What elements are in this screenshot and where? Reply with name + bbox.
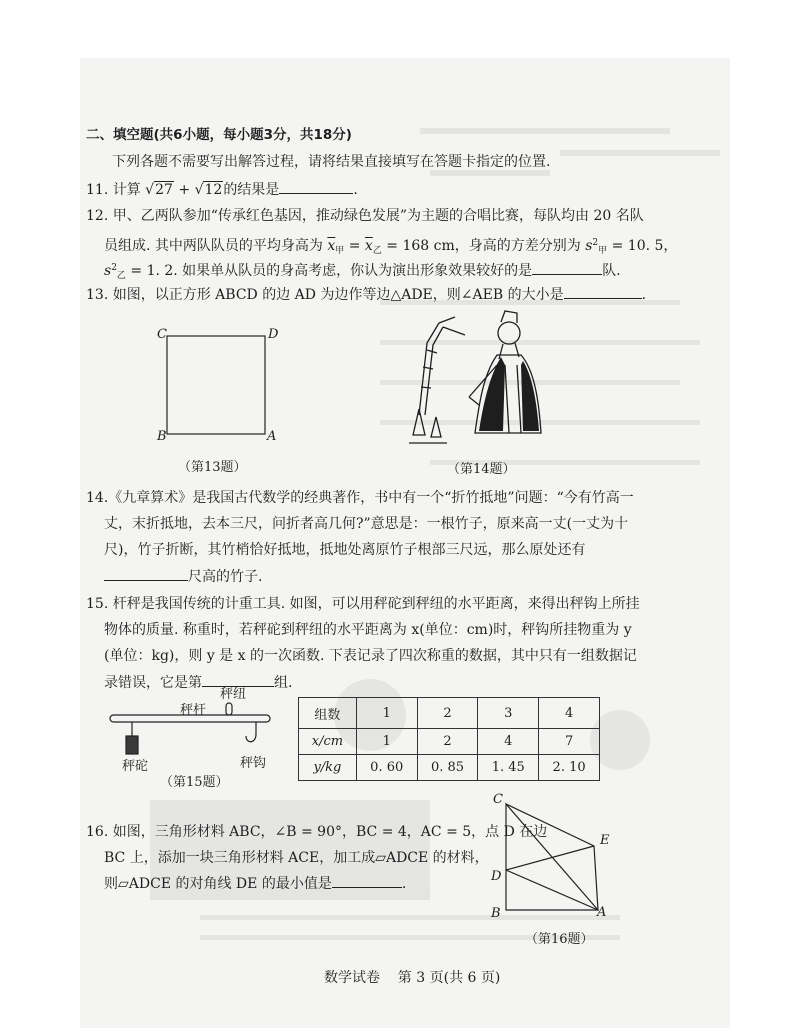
fig16-label-b: B <box>491 906 501 921</box>
question-16-line-1: 16. 如图，三角形材料 ABC，∠B = 90°，BC = 4，AC = 5，点 D 在边 <box>86 824 548 840</box>
table-cell: 组数 <box>299 698 357 729</box>
table-cell: 0. 85 <box>417 755 478 781</box>
fig16-label-c: C <box>493 792 503 807</box>
table-cell: 1 <box>356 729 417 755</box>
question-12-line-3 <box>104 258 621 286</box>
table-cell: 2 <box>417 729 478 755</box>
answer-blank-13 <box>564 284 642 299</box>
mean-x-jia: $\overline{x}$ <box>327 238 336 254</box>
fig16-label-a: A <box>597 905 607 920</box>
table-cell: 3 <box>478 698 539 729</box>
q11-radicand-2: 12 <box>204 182 223 198</box>
question-14-line-3: 尺)，竹子折断，其竹梢恰好抵地，抵地处离原竹子根部三尺远，那么原处还有 <box>104 542 586 558</box>
sub-yi: 乙 <box>372 246 382 256</box>
q12-eq: = <box>344 238 365 254</box>
sup-2: 2 <box>592 238 599 248</box>
question-14-line-1: 14.《九章算术》是我国古代数学的经典著作，书中有一个“折竹抵地”问题：“今有竹高一 <box>86 490 634 506</box>
answer-blank-14 <box>104 566 188 581</box>
q11-radicand-1: 27 <box>155 182 173 198</box>
table-cell: y/kg <box>299 755 357 781</box>
section-instruction: 下列各题不需要写出解答过程，请将结果直接填写在答题卡指定的位置. <box>112 154 551 170</box>
sup-2-yi: 2 <box>111 263 117 273</box>
label-gan: 秤杆 <box>180 703 207 718</box>
sqrt-symbol: √ <box>145 182 155 198</box>
variance-s-jia: s <box>585 238 593 254</box>
question-15-line-3: (单位：kg)，则 y 是 x 的一次函数. 下表记录了四次称重的数据，其中只有一组数据记 <box>104 648 637 664</box>
q16-end: . <box>401 876 407 892</box>
question-12-line-1: 12. 甲、乙两队参加“传承红色基因，推动绿色发展”为主题的合唱比赛，每队均由 20 名队 <box>86 208 644 224</box>
weighing-table <box>298 697 600 781</box>
question-15-line-1: 15. 杆秤是我国传统的计重工具. 如图，可以用秤砣到秤纽的水平距离，来得出秤钩上所挂 <box>86 596 640 612</box>
question-16-line-2: BC 上，添加一块三角形材料 ACE，加工成▱ADCE 的材料， <box>104 850 489 866</box>
fig14-caption: （第14题） <box>447 462 516 477</box>
table-cell: 1 <box>356 698 417 729</box>
variance-s-yi: s <box>104 263 112 279</box>
question-15-line-2: 物体的质量. 称重时，若秤砣到秤纽的水平距离为 x(单位：cm)时，秤钩所挂物重为 y <box>104 622 632 638</box>
fig13-label-d: D <box>268 327 279 342</box>
fig16-label-d: D <box>491 869 502 884</box>
fig13-caption: （第13题） <box>178 460 247 475</box>
table-cell: 4 <box>539 698 600 729</box>
sqrt-symbol: √ <box>194 182 204 198</box>
label-tuo: 秤砣 <box>122 759 149 774</box>
q14-end: 尺高的竹子. <box>188 569 263 585</box>
fig13-label-a: A <box>267 429 277 444</box>
section-heading: 二、填空题(共6小题，每小题3分，共18分) <box>86 127 352 143</box>
answer-blank-11 <box>279 179 353 194</box>
q12-text-a: 员组成. 其中两队队员的平均身高为 <box>104 238 323 254</box>
label-niu: 秤纽 <box>220 687 247 702</box>
question-14-line-2: 丈，末折抵地，去本三尺，问折者高几何?”意思是：一根竹子，原来高一丈(一丈为十 <box>104 516 629 532</box>
mean-x-yi: $\overline{x}$ <box>364 238 373 254</box>
answer-blank-16 <box>332 873 402 888</box>
q12-text-b: = 168 cm，身高的方差分别为 <box>381 238 581 254</box>
question-16-line-3 <box>104 873 406 894</box>
fig15-caption: （第15题） <box>160 775 229 790</box>
q16-text: 则▱ADCE 的对角线 DE 的最小值是 <box>104 876 332 892</box>
table-row <box>299 698 600 729</box>
q11-plus: + <box>178 182 191 198</box>
table-cell: 0. 60 <box>356 755 417 781</box>
sub-jia: 甲 <box>335 246 345 256</box>
sub-jia-2: 甲 <box>598 246 608 256</box>
question-12-line-2 <box>104 233 677 261</box>
table-cell: 7 <box>539 729 600 755</box>
figure-16-parallelogram <box>490 790 620 920</box>
q12-text-c: = 1. 2. 如果单从队员的身高考虑，你认为演出形象效果较好的是 <box>125 263 533 279</box>
table-cell: 1. 45 <box>478 755 539 781</box>
q11-end: . <box>353 182 358 198</box>
q15-end: 组. <box>274 675 293 691</box>
table-row <box>299 729 600 755</box>
answer-blank-12 <box>532 260 602 275</box>
table-cell: 2 <box>417 698 478 729</box>
page-footer: 数学试卷 第 3 页(共 6 页) <box>324 970 501 986</box>
fig16-caption: （第16题） <box>525 932 594 947</box>
q11-number: 11. <box>86 182 109 198</box>
sub-yi-2: 乙 <box>116 271 126 281</box>
q15-text: 录错误，它是第 <box>104 675 202 691</box>
q11-suffix: 的结果是 <box>223 182 280 198</box>
q12-end: 队. <box>602 263 621 279</box>
q11-prefix: 计算 <box>112 182 141 198</box>
q13-text: 13. 如图，以正方形 ABCD 的边 AD 为边作等边△ADE，则∠AEB 的大小是 <box>86 287 564 303</box>
table-cell: 2. 10 <box>539 755 600 781</box>
question-14-line-4 <box>104 566 262 587</box>
table-cell: 4 <box>478 729 539 755</box>
question-11 <box>86 179 358 200</box>
fig16-label-e: E <box>600 833 610 848</box>
question-15-line-4 <box>104 672 292 693</box>
q13-end: . <box>641 287 647 303</box>
label-gou: 秤钩 <box>240 756 267 771</box>
table-row <box>299 755 600 781</box>
question-13 <box>86 284 646 305</box>
fig13-label-c: C <box>157 327 167 342</box>
q12-var-jia-value: = 10. 5， <box>607 238 678 254</box>
table-cell: x/cm <box>299 729 357 755</box>
fig13-label-b: B <box>157 429 167 444</box>
bamboo-scholar-illustration <box>405 305 565 455</box>
